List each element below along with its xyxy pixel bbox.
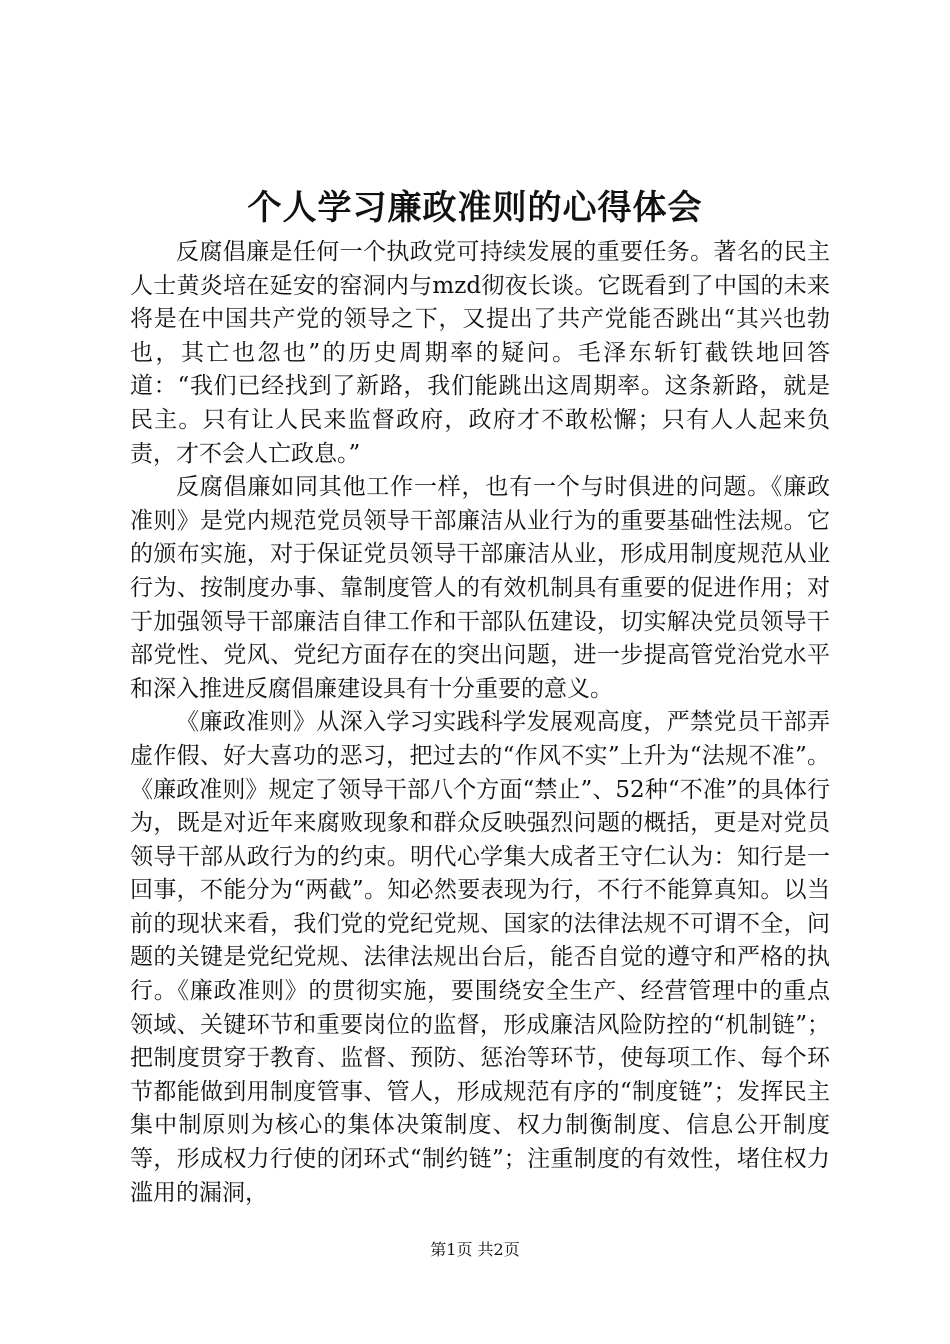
- document-body: [130, 236, 830, 1210]
- paragraph-2: 反腐倡廉如同其他工作一样，也有一个与时俱进的问题。《廉政准则》是党内规范党员领导干部廉洁从业行为的重要基础性法规。它的颁布实施，对于保证党员领导干部廉洁从业，形成用制度规范从业行为、按制度办事、靠制度管人的有效机制具有重要的促进作用；对于加强领导干部廉洁自律工作和干部队伍建设，切实解决党员领导干部党性、党风、党纪方面存在的突出问题，进一步提高管党治党水平和深入推进反腐倡廉建设具有十分重要的意义。: [130, 474, 830, 702]
- paragraph-1: 反腐倡廉是任何一个执政党可持续发展的重要任务。著名的民主人士黄炎培在延安的窑洞内与mzd彻夜长谈。它既看到了中国的未来将是在中国共产党的领导之下，又提出了共产党能否跳出“其兴也勃也，其亡也忽也”的历史周期率的疑问。毛泽东斩钉截铁地回答道：“我们已经找到了新路，我们能跳出这周期率。这条新路，就是民主。只有让人民来监督政府，政府才不敢松懈；只有人人起来负责，才不会人亡政息。”: [130, 239, 830, 467]
- page-footer: 第1页 共2页: [430, 1240, 520, 1259]
- paragraph-3: 《廉政准则》从深入学习实践科学发展观高度，严禁党员干部弄虚作假、好大喜功的恶习，把过去的“作风不实”上升为“法规不准”。《廉政准则》规定了领导干部八个方面“禁止”、52种“不准”的具体行为，既是对近年来腐败现象和群众反映强烈问题的概括，更是对党员领导干部从政行为的约束。明代心学集大成者王守仁认为：知行是一回事，不能分为“两截”。知必然要表现为行，不行不能算真知。以当前的现状来看，我们党的党纪党规、国家的法律法规不可谓不全，问题的关键是党纪党规、法律法规出台后，能否自觉的遵守和严格的执行。《廉政准则》的贯彻实施，要围绕安全生产、经营管理中的重点领域、关键环节和重要岗位的监督，形成廉洁风险防控的“机制链”；把制度贯穿于教育、监督、预防、惩治等环节，使每项工作、每个环节都能做到用制度管事、管人，形成规范有序的“制度链”；发挥民主集中制原则为核心的集体决策制度、权力制衡制度、信息公开制度等，形成权力行使的闭环式“制约链”；注重制度的有效性，堵住权力滥用的漏洞，: [130, 709, 830, 1206]
- document-title: 个人学习廉政准则的心得体会: [247, 188, 703, 228]
